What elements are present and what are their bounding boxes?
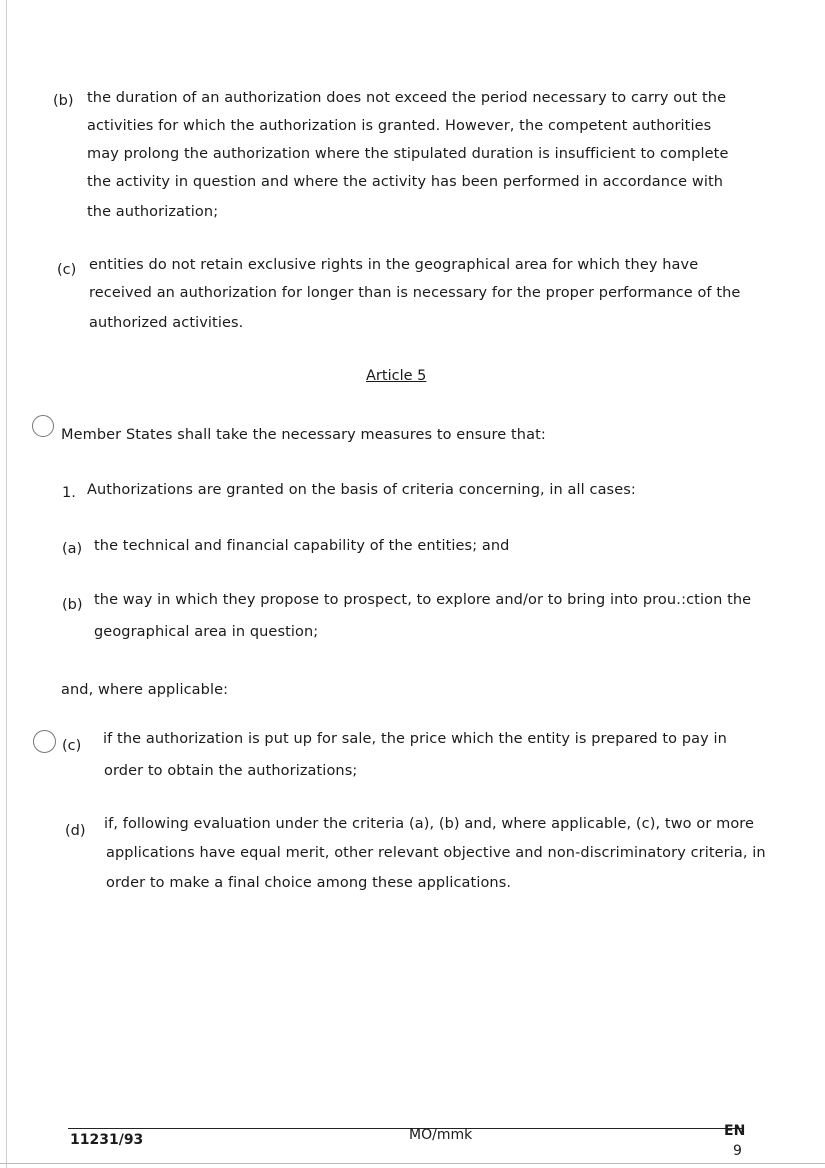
footer-initials: MO/mmk [409, 1127, 473, 1143]
subitem-line: order to obtain the authorizations; [104, 763, 358, 779]
subitem-line: applications have equal merit, other relevant objective and non-discriminatory criteria, in [106, 845, 766, 861]
footer-doc-number: 11231/93 [70, 1132, 144, 1148]
subitem-text: the technical and financial capability of the entities; and [94, 538, 510, 554]
item-text: Authorizations are granted on the basis of criteria concerning, in all cases: [87, 482, 636, 498]
page-left-edge [6, 0, 7, 1168]
punch-hole-circle [32, 415, 54, 437]
subitem-line: geographical area in question; [94, 624, 319, 640]
paragraph-line: the duration of an authorization does not exceed the period necessary to carry out the [87, 90, 727, 106]
paragraph-line: entities do not retain exclusive rights in the geographical area for which they have [89, 257, 699, 273]
subitem-label: (c) [62, 738, 82, 754]
paragraph-line: activities for which the authorization is granted. However, the competent authorities [87, 118, 712, 134]
paragraph-line: received an authorization for longer than is necessary for the proper performance of the [89, 285, 741, 301]
subitem-line: if the authorization is put up for sale, the price which the entity is prepared to pay in [103, 731, 727, 747]
subitem-label: (a) [62, 541, 83, 557]
subitem-line: the way in which they propose to prospect, to explore and/or to bring into prou․:ction the [94, 592, 752, 608]
paragraph-line: authorized activities. [89, 315, 244, 331]
intro-text: Member States shall take the necessary measures to ensure that: [61, 427, 546, 443]
subitem-line: order to make a final choice among these applications. [106, 875, 512, 891]
footer-language: EN [724, 1123, 746, 1139]
footer-rule [68, 1128, 744, 1129]
footer-page-number: 9 [733, 1143, 742, 1159]
where-applicable-text: and, where applicable: [61, 682, 229, 698]
paragraph-line: the activity in question and where the activity has been performed in accordance with [87, 174, 724, 190]
subitem-label: (b) [62, 597, 83, 613]
page-bottom-edge [0, 1163, 825, 1164]
paragraph-label: (c) [57, 262, 77, 278]
item-number: 1. [62, 485, 76, 501]
paragraph-line: the authorization; [87, 204, 219, 220]
subitem-line: if, following evaluation under the criteria (a), (b) and, where applicable, (c), two or more [104, 816, 755, 832]
paragraph-line: may prolong the authorization where the stipulated duration is insufficient to complete [87, 146, 729, 162]
punch-hole-circle [33, 730, 56, 753]
paragraph-label: (b) [53, 93, 74, 109]
article-heading: Article 5 [366, 368, 427, 384]
subitem-label: (d) [65, 823, 86, 839]
